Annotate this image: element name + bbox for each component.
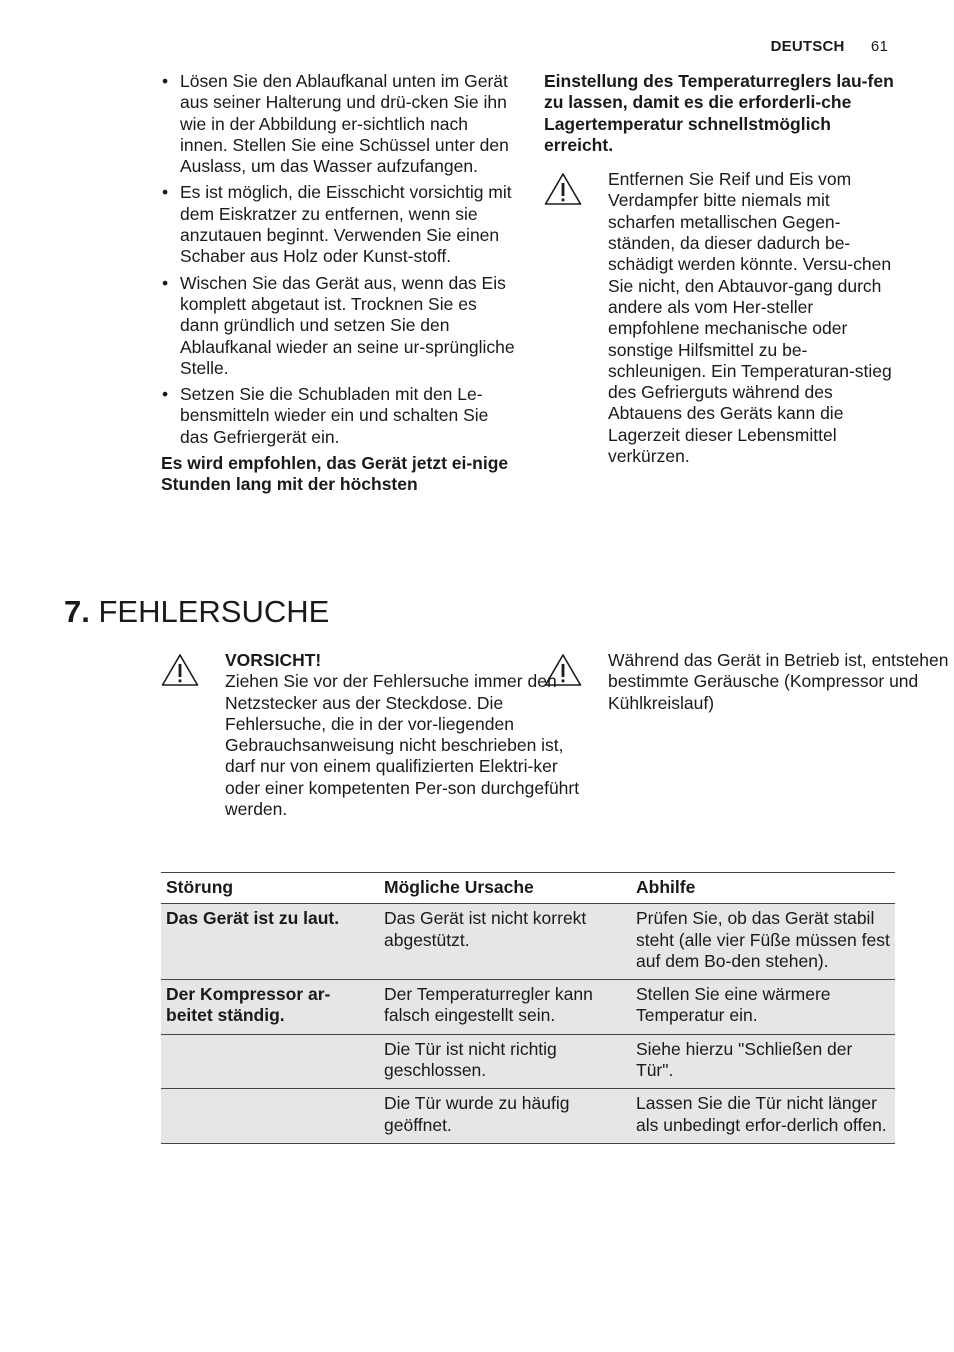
column-header-problem: Störung [161,873,379,904]
table-row [161,904,895,980]
list-item: • Setzen Sie die Schubladen mit den Le-bensmitteln wieder ein und schalten Sie das Gefriergerät ein. [161,384,517,448]
warning-title: VORSICHT! [225,650,322,670]
caution-warning [161,650,585,820]
section-title [64,594,329,630]
column-header-solution: Abhilfe [631,873,895,904]
warning-text: Ziehen Sie vor der Fehlersuche immer den Netzstecker aus der Steckdose. Die Fehlersuche, die in der vor-liegenden Gebrauchsanweisung nicht beschrieben ist, darf nur von einem qualifizierten Elektri-ker oder einer kompetenten Per-son durchgeführt werden. [225,671,580,820]
noise-note [544,650,954,714]
table-row [161,1034,895,1089]
warning-text: Während das Gerät in Betrieb ist, entstehen bestimmte Geräusche (Kompressor und Kühlkreislauf) [608,650,949,713]
defrost-steps-list [161,71,517,448]
warning-text: Entfernen Sie Reif und Eis vom Verdampfer bitte niemals mit scharfen metallischen Gegen-ständen, da dieser dadurch be-schädigt werden könnte. Versu-chen Sie nicht, den Abtauvor-gang durch andere als vom Her-steller empfohlene mechanische oder sonstige Hilfsmittel zu be-schleunigen. Ein Temperaturan-stieg des Gefrierguts während des Abtauens des Geräts kann die Lagerzeit dieser Lebensmittel verkürzen. [608,169,892,467]
recommendation-note: Es wird empfohlen, das Gerät jetzt ei-nige Stunden lang mit der höchsten [161,453,509,495]
solution-cell: Siehe hierzu "Schließen der Tür". [631,1034,895,1089]
solution-cell: Lassen Sie die Tür nicht länger als unbedingt erfor-derlich offen. [631,1089,895,1144]
section-number: 7. [64,594,90,629]
problem-cell: Der Kompressor ar-beitet ständig. [161,980,379,1035]
cause-cell: Der Temperaturregler kann falsch eingestellt sein. [379,980,631,1035]
cause-cell: Das Gerät ist nicht korrekt abgestützt. [379,904,631,980]
warning-icon [544,172,582,206]
section-heading: FEHLERSUCHE [98,594,330,629]
problem-cell [161,1034,379,1089]
list-item: • Lösen Sie den Ablaufkanal unten im Gerät aus seiner Halterung und drü-cken Sie ihn wie in der Abbildung er-sichtlich nach innen. Stellen Sie eine Schüssel unter den Auslass, um das Wasser aufzufangen. [161,71,517,177]
recommendation-note-continued: Einstellung des Temperaturreglers lau-fen zu lassen, damit es die erforderli-che Lagertemperatur schnellstmöglich erreicht. [544,71,894,155]
page-number: 61 [870,38,888,55]
page-header [771,38,888,55]
solution-cell: Prüfen Sie, ob das Gerät stabil steht (alle vier Füße müssen fest auf dem Bo-den stehen). [631,904,895,980]
table-row [161,1089,895,1144]
cause-cell: Die Tür wurde zu häufig geöffnet. [379,1089,631,1144]
language-label: DEUTSCH [770,38,845,55]
troubleshooting-table [161,872,895,1144]
warning-icon [544,653,582,687]
cause-cell: Die Tür ist nicht richtig geschlossen. [379,1034,631,1089]
defrost-warning [544,169,896,467]
list-item: • Wischen Sie das Gerät aus, wenn das Eis komplett abgetaut ist. Trocknen Sie es dann gründlich und setzen Sie den Ablaufkanal wieder an seine ur-sprüngliche Stelle. [161,273,517,379]
right-column [544,71,896,467]
solution-cell: Stellen Sie eine wärmere Temperatur ein. [631,980,895,1035]
problem-cell [161,1089,379,1144]
list-item: • Es ist möglich, die Eisschicht vorsichtig mit dem Eiskratzer zu entfernen, wenn sie anzutauen beginnt. Verwenden Sie einen Schaber aus Holz oder Kunst-stoff. [161,182,517,267]
left-column [161,71,517,496]
table-header-row [161,873,895,904]
column-header-cause: Mögliche Ursache [379,873,631,904]
table-row [161,980,895,1035]
problem-cell: Das Gerät ist zu laut. [161,904,379,980]
warning-icon [161,653,199,687]
